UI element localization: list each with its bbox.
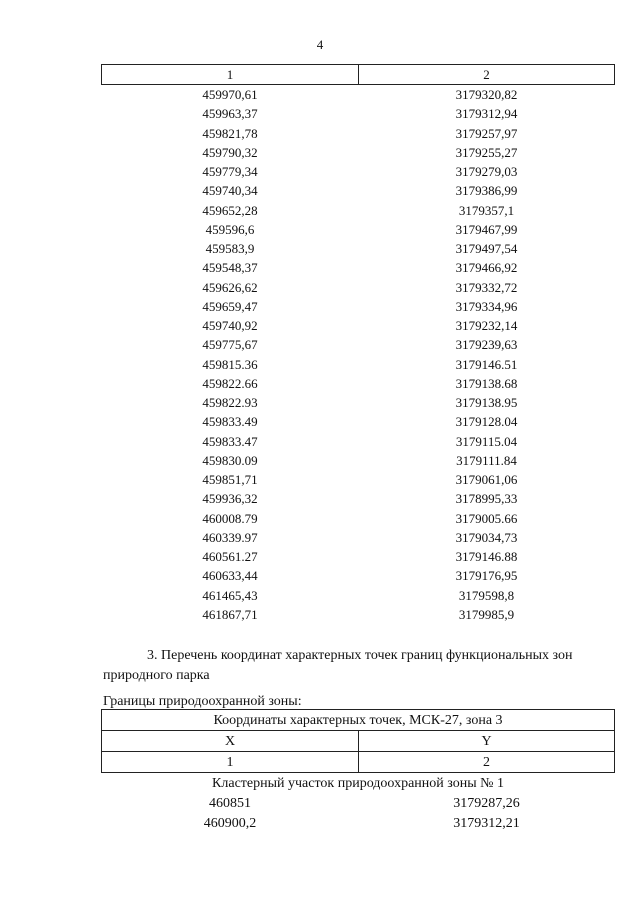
x-coordinate-cell: 461867,71 (202, 606, 258, 622)
y-coordinate-cell: 3179312,21 (453, 815, 520, 831)
table-row (102, 220, 615, 239)
table-row (102, 162, 615, 181)
y-coordinate-cell: 3179467,99 (455, 221, 518, 237)
y-coordinate-cell: 3179386,99 (455, 183, 518, 199)
y-coordinate-cell: 3179497,54 (455, 241, 518, 257)
table-row (102, 547, 615, 566)
table-row (102, 586, 615, 605)
x-coordinate-cell: 459822.66 (202, 375, 258, 391)
x-coordinate-cell: 461465,43 (202, 587, 258, 603)
x-coordinate-cell: 459833.49 (202, 414, 258, 430)
coordinates-table (101, 64, 615, 624)
table-row (102, 143, 615, 162)
table-row (102, 793, 615, 813)
table-caption-row (102, 710, 615, 731)
y-coordinate-cell: 3179239,63 (455, 337, 518, 353)
column-index: 2 (359, 752, 615, 773)
table-row (102, 278, 615, 297)
x-coordinate-cell: 459626,62 (202, 279, 258, 295)
y-coordinate-cell: 3179279,03 (455, 164, 518, 180)
x-coordinate-cell: 459740,92 (202, 318, 258, 334)
x-coordinate-cell: 460900,2 (203, 815, 257, 831)
y-coordinate-cell: 3179034,73 (455, 529, 518, 545)
table-row (102, 566, 615, 585)
x-coordinate-cell: 460851 (209, 795, 251, 811)
x-coordinate-cell: 459833.47 (202, 433, 258, 449)
table-caption: Координаты характерных точек, МСК-27, зона 3 (102, 710, 615, 731)
x-coordinate-cell: 460561.27 (202, 549, 258, 565)
table-row (102, 355, 615, 374)
table-row (102, 124, 615, 143)
x-coordinate-cell: 459596,6 (205, 221, 255, 237)
x-coordinate-cell: 460008.79 (202, 510, 258, 526)
table-row (102, 412, 615, 431)
cluster-subheading: Кластерный участок природоохранной зоны № 1 (212, 775, 504, 791)
x-coordinate-cell: 459830.09 (202, 452, 258, 468)
x-coordinate-cell: 459963,37 (202, 106, 258, 122)
x-coordinate-cell: 459815.36 (202, 356, 258, 372)
y-coordinate-cell: 3179257,97 (455, 125, 518, 141)
y-coordinate-cell: 3179255,27 (455, 144, 518, 160)
y-coordinate-cell: 3179138.68 (455, 375, 518, 391)
y-coordinate-cell: 3179138.95 (455, 395, 518, 411)
x-coordinate-cell: 459652,28 (202, 202, 258, 218)
x-coordinate-cell: 459775,67 (202, 337, 258, 353)
y-coordinate-cell: 3179146.51 (455, 356, 518, 372)
y-coordinate-cell: 3179985,9 (458, 606, 515, 622)
y-header: Y (359, 731, 615, 752)
table-row (102, 104, 615, 123)
coordinates-table-body (102, 85, 615, 625)
x-coordinate-cell: 460633,44 (202, 568, 258, 584)
zone-coordinates-table (101, 709, 615, 833)
y-coordinate-cell: 3179176,95 (455, 568, 518, 584)
y-coordinate-cell: 3179128.04 (455, 414, 518, 430)
table-row (102, 470, 615, 489)
column-header: 1 (102, 65, 359, 85)
table-row (102, 85, 615, 105)
axis-header-row (102, 731, 615, 752)
y-coordinate-cell: 3179005.66 (455, 510, 518, 526)
column-index: 1 (102, 752, 359, 773)
x-coordinate-cell: 459821,78 (202, 125, 258, 141)
table-row (102, 297, 615, 316)
table-row (102, 181, 615, 200)
x-coordinate-cell: 459851,71 (202, 472, 258, 488)
table-row (102, 335, 615, 354)
table-row (102, 489, 615, 508)
table-header-row (102, 65, 615, 85)
table-row (102, 239, 615, 258)
subheading-row (102, 773, 615, 794)
x-coordinate-cell: 459822.93 (202, 395, 258, 411)
y-coordinate-cell: 3179598,8 (458, 587, 515, 603)
y-coordinate-cell: 3179332,72 (455, 279, 518, 295)
x-coordinate-cell: 459740,34 (202, 183, 258, 199)
table-row (102, 432, 615, 451)
x-coordinate-cell: 460339.97 (202, 529, 258, 545)
table-row (102, 605, 615, 624)
table-row (102, 374, 615, 393)
zone-heading: Границы природоохранной зоны: (103, 694, 302, 709)
x-coordinate-cell: 459659,47 (202, 298, 258, 314)
y-coordinate-cell: 3179115.04 (455, 433, 518, 449)
x-coordinate-cell: 459790,32 (202, 144, 258, 160)
y-coordinate-cell: 3179111.84 (456, 452, 517, 468)
x-coordinate-cell: 459970,61 (202, 87, 258, 103)
y-coordinate-cell: 3179334,96 (455, 298, 518, 314)
x-coordinate-cell: 459936,32 (202, 491, 258, 507)
y-coordinate-cell: 3179061,06 (455, 472, 518, 488)
table-row (102, 528, 615, 547)
table-row (102, 316, 615, 335)
y-coordinate-cell: 3179320,82 (455, 87, 518, 103)
table-row (102, 201, 615, 220)
table-row (102, 509, 615, 528)
column-header: 2 (359, 65, 615, 85)
table-row (102, 813, 615, 833)
section-heading: 3. Перечень координат характерных точек границ функциональных зон природного парка (103, 648, 573, 683)
y-coordinate-cell: 3179357,1 (458, 202, 515, 218)
y-coordinate-cell: 3179312,94 (455, 106, 518, 122)
page-number: 4 (316, 37, 324, 52)
y-coordinate-cell: 3179146.88 (455, 549, 518, 565)
y-coordinate-cell: 3179287,26 (453, 795, 520, 811)
y-coordinate-cell: 3179466,92 (455, 260, 518, 276)
x-coordinate-cell: 459548,37 (202, 260, 258, 276)
x-header: X (102, 731, 359, 752)
index-header-row (102, 752, 615, 773)
x-coordinate-cell: 459583,9 (205, 241, 255, 257)
y-coordinate-cell: 3178995,33 (455, 491, 518, 507)
y-coordinate-cell: 3179232,14 (455, 318, 518, 334)
x-coordinate-cell: 459779,34 (202, 164, 258, 180)
table-row (102, 393, 615, 412)
table-row (102, 451, 615, 470)
table-row (102, 258, 615, 277)
